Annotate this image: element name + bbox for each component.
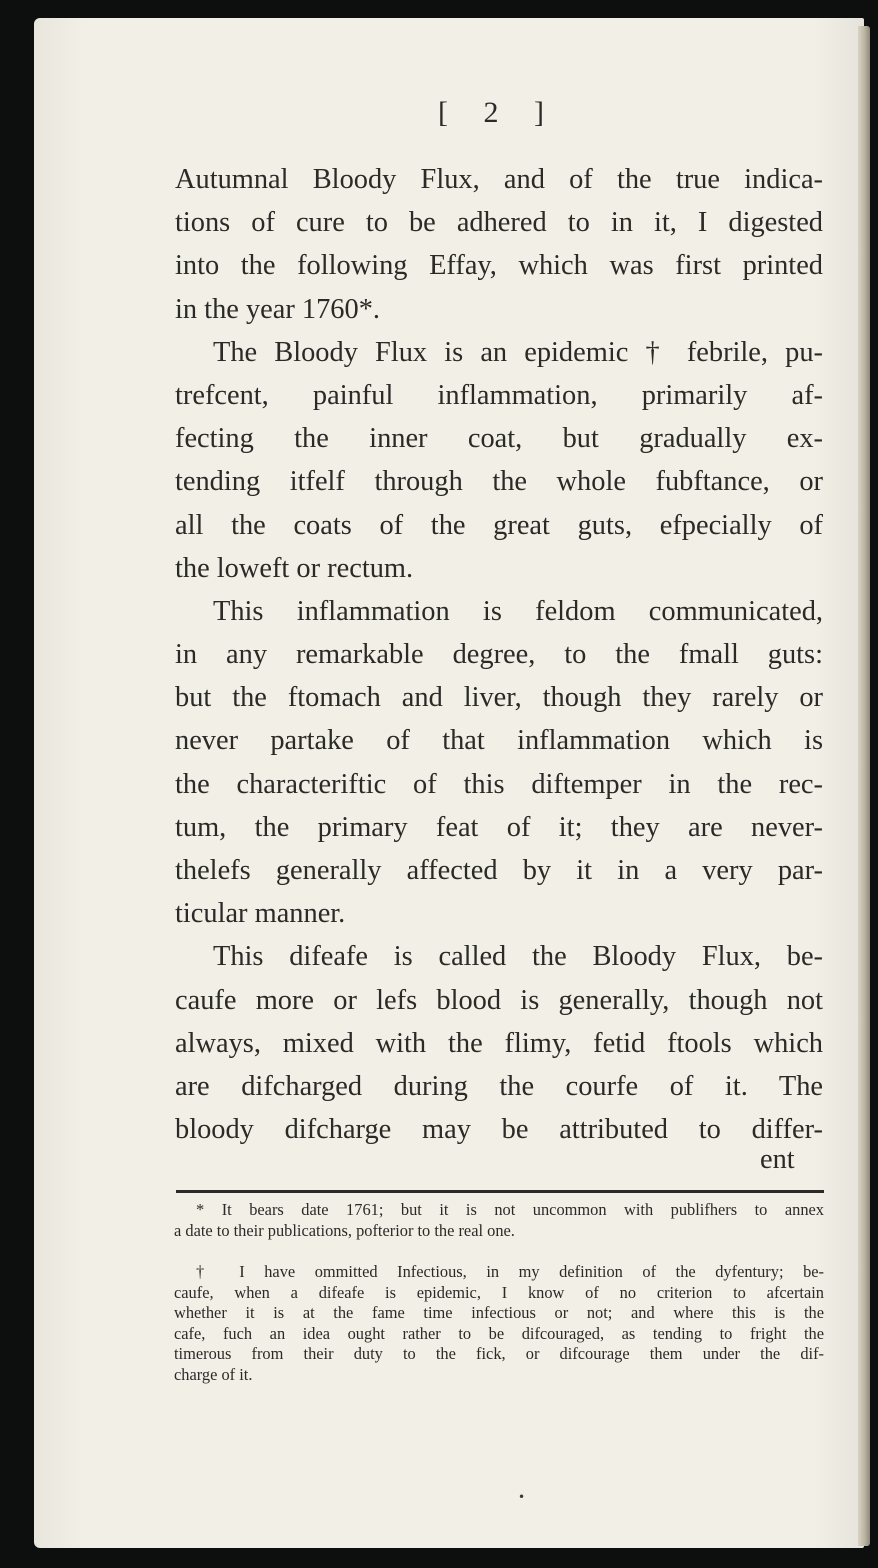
- text-line: Autumnal Bloody Flux, and of the true indica-: [175, 164, 823, 195]
- text-line: never partake of that inflammation which is: [175, 725, 823, 757]
- text-line: in any remarkable degree, to the fmall guts:: [175, 639, 823, 671]
- text-line: tending itfelf through the whole fubftance, or: [175, 466, 823, 498]
- signature-mark: •: [518, 1490, 526, 1504]
- text-line: are difcharged during the courfe of it. The: [175, 1070, 823, 1102]
- footnote-line: caufe, when a difeafe is epidemic, I know of no criterion to afcertain: [174, 1282, 824, 1302]
- text-line: tions of cure to be adhered to in it, I digested: [175, 207, 823, 239]
- text-line: but the ftomach and liver, though they rarely or: [175, 682, 823, 714]
- footnote-line: timerous from their duty to the fick, or difcourage them under the dif-: [174, 1344, 824, 1363]
- text-line: This difeafe is called the Bloody Flux, be-: [213, 941, 823, 973]
- footnote-line: cafe, fuch an idea ought rather to be difcouraged, as tending to fright the: [174, 1323, 824, 1343]
- text-line: the loweft or rectum.: [175, 552, 414, 584]
- text-line: always, mixed with the flimy, fetid ftools which: [175, 1027, 823, 1059]
- footnote-line: charge of it.: [174, 1364, 253, 1384]
- text-line: ticular manner.: [175, 898, 346, 930]
- page-edge: [858, 26, 870, 1546]
- page-number: [ 2 ]: [438, 96, 558, 129]
- catchword: ent: [760, 1144, 795, 1175]
- text-line: all the coats of the great guts, efpecially of: [175, 509, 823, 541]
- text-line: the characteriftic of this diftemper in the rec-: [175, 768, 823, 800]
- footnote-line: whether it is at the fame time infectious or not; and where this is the: [174, 1303, 824, 1322]
- footnote-rule: [176, 1190, 824, 1193]
- text-line: caufe more or lefs blood is generally, though not: [175, 984, 823, 1016]
- text-line: tum, the primary feat of it; they are never-: [175, 811, 823, 843]
- text-line: thelefs generally affected by it in a very par-: [175, 855, 823, 886]
- text-line: The Bloody Flux is an epidemic † febrile, pu-: [213, 336, 823, 368]
- text-line: into the following Effay, which was first printed: [175, 250, 823, 282]
- footnote-1: [174, 1200, 824, 1241]
- text-line: This inflammation is feldom communicated,: [213, 595, 823, 627]
- text-line: trefcent, painful inflammation, primarily af-: [175, 379, 823, 411]
- text-line: fecting the inner coat, but gradually ex-: [175, 423, 823, 455]
- footnote-2: [174, 1262, 824, 1385]
- text-line: bloody difcharge may be attributed to differ-: [175, 1114, 823, 1146]
- footnote-line: * It bears date 1761; but it is not uncommon with publifhers to annex: [196, 1200, 824, 1219]
- text-line: in the year 1760*.: [175, 293, 380, 325]
- body-text: [175, 158, 823, 1151]
- footnote-line: † I have ommitted Infectious, in my definition of the dyfentury; be-: [196, 1262, 824, 1281]
- footnote-line: a date to their publications, pofterior to the real one.: [174, 1220, 515, 1240]
